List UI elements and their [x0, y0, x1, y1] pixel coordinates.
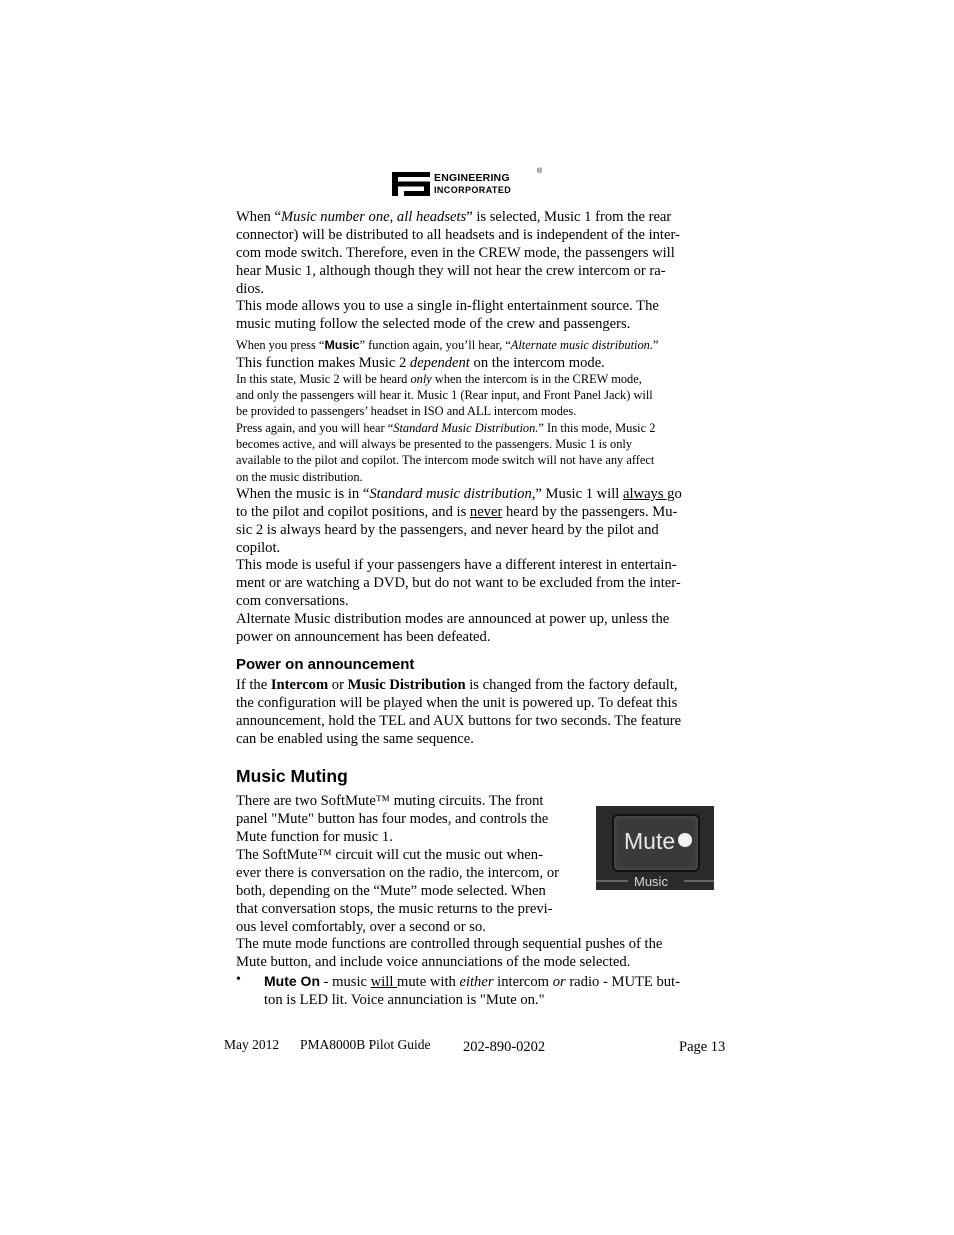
paragraph-standard-distribution: When the music is in “Standard music distribution,” Music 1 will always go to the pilot and copilot positions, and is never heard by the passengers. Mu- sic 2 is always heard by the passengers, and never heard by the pilot and copilot.	[236, 486, 682, 556]
heading-power-on: Power on announcement	[236, 656, 415, 673]
logo-line2: INCORPORATED	[434, 185, 512, 195]
paragraph-press-music: When you press “Music” function again, you’ll hear, “Alternate music distribution.”	[236, 338, 659, 352]
footer-page-number: Page 13	[679, 1039, 726, 1055]
heading-music-muting: Music Muting	[236, 766, 348, 786]
led-indicator-icon	[678, 833, 692, 847]
paragraph-softmute: There are two SoftMute™ muting circuits. The front panel "Mute" button has four modes, and controls the Mute function for music 1. The SoftMute™ circuit will cut the music out when- ever there is conversation on the radio, the intercom, or both, depending on the “Mute” mode selected. When that conversation stops, the music returns to the previ- ous level comfortably, over a second or so.	[236, 793, 559, 935]
company-logo	[392, 168, 552, 200]
footer-title: PMA8000B Pilot Guide	[300, 1037, 431, 1052]
paragraph-announced: Alternate Music distribution modes are announced at power up, unless the power on announcement has been defeated.	[236, 611, 670, 645]
ps-logo-icon	[392, 172, 430, 196]
paragraph-useful-mode: This mode is useful if your passengers have a different interest in entertain- ment or are watching a DVD, but do not want to be excluded from the inter- com conversations.	[236, 557, 681, 609]
paragraph-state-music2: In this state, Music 2 will be heard only when the intercom is in the CREW mode, and only the passengers will hear it. Music 1 (Rear input, and Front Panel Jack) will be provided to passengers’ headset in ISO and ALL intercom modes.	[236, 372, 653, 419]
registered-mark: ®	[537, 168, 543, 175]
paragraph-press-again: Press again, and you will hear “Standard Music Distribution.” In this mode, Music 2 becomes active, and will always be presented to the passengers. Music 1 is only available to the pilot and copilot. The intercom mode switch will not have any affect on the music distribution.	[236, 421, 656, 484]
mute-button-photo	[596, 806, 714, 890]
bullet-icon: •	[236, 972, 241, 987]
mute-button-graphic	[612, 814, 700, 872]
footer-phone: 202-890-0202	[463, 1039, 546, 1055]
paragraph-single-source: This mode allows you to use a single in-flight entertainment source. The music muting follow the selected mode of the crew and passengers.	[236, 298, 659, 332]
paragraph-music-one: When “Music number one, all headsets” is selected, Music 1 from the rear connector) will be distributed to all headsets and is independent of the inter- com mode switch. Therefore, even in the CREW mode, the passengers will hear Music 1, although though they will not hear the crew intercom or ra- dios.	[236, 209, 680, 297]
paragraph-dependent: This function makes Music 2 dependent on the intercom mode.	[236, 355, 605, 371]
paragraph-mute-modes: The mute mode functions are controlled through sequential pushes of the Mute button, and include voice annunciations of the mode selected.	[236, 936, 663, 970]
music-label: Music	[634, 874, 668, 889]
logo-line1: ENGINEERING	[434, 172, 510, 184]
footer-date: May 2012	[224, 1037, 280, 1052]
mute-button-text: Mute	[624, 828, 676, 854]
paragraph-power-on: If the Intercom or Music Distribution is changed from the factory default, the configuration will be played when the unit is powered up. To defeat this announcement, hold the TEL and AUX buttons for two seconds. The feature can be enabled using the same sequence.	[236, 677, 682, 747]
